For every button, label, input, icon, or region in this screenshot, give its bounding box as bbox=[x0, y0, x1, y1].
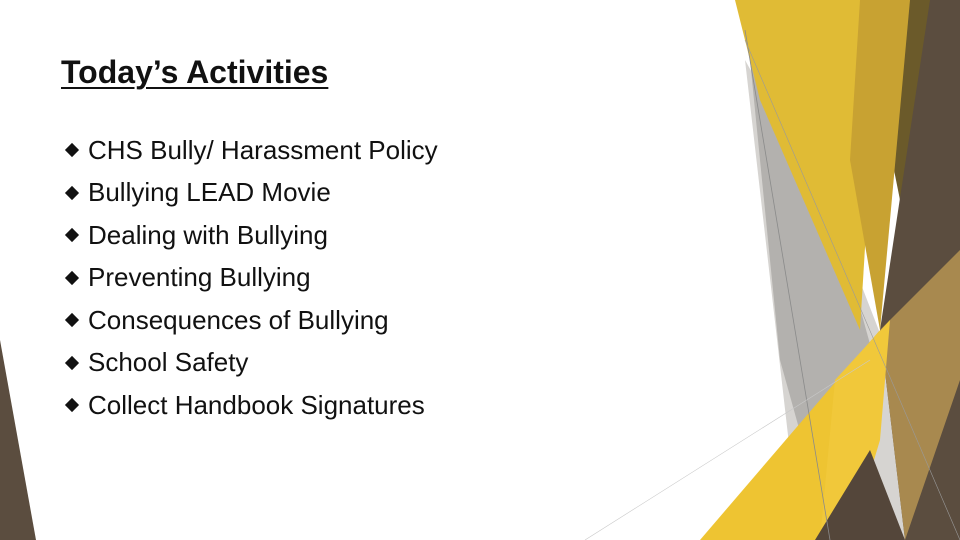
list-item-text: School Safety bbox=[88, 347, 249, 378]
diamond-bullet-icon bbox=[65, 398, 79, 412]
list-item-text: Bullying LEAD Movie bbox=[88, 177, 331, 208]
list-item bbox=[62, 299, 438, 342]
list-item bbox=[62, 172, 438, 215]
slide-title: Today’s Activities bbox=[61, 54, 329, 90]
list-item bbox=[62, 129, 438, 172]
list-item bbox=[62, 214, 438, 257]
diamond-bullet-icon bbox=[65, 186, 79, 200]
activities-list bbox=[62, 129, 438, 427]
list-item-text: Consequences of Bullying bbox=[88, 304, 389, 335]
list-item-text: Dealing with Bullying bbox=[88, 219, 328, 250]
diamond-bullet-icon bbox=[65, 356, 79, 370]
list-item bbox=[62, 384, 438, 427]
list-item-text: Preventing Bullying bbox=[88, 262, 311, 293]
diamond-bullet-icon bbox=[65, 228, 79, 242]
list-item bbox=[62, 342, 438, 385]
list-item-text: Collect Handbook Signatures bbox=[88, 389, 425, 420]
diamond-bullet-icon bbox=[65, 313, 79, 327]
left-dark-strip bbox=[0, 340, 36, 540]
list-item bbox=[62, 257, 438, 300]
diamond-bullet-icon bbox=[65, 271, 79, 285]
list-item-text: CHS Bully/ Harassment Policy bbox=[88, 134, 438, 165]
diamond-bullet-icon bbox=[65, 143, 79, 157]
